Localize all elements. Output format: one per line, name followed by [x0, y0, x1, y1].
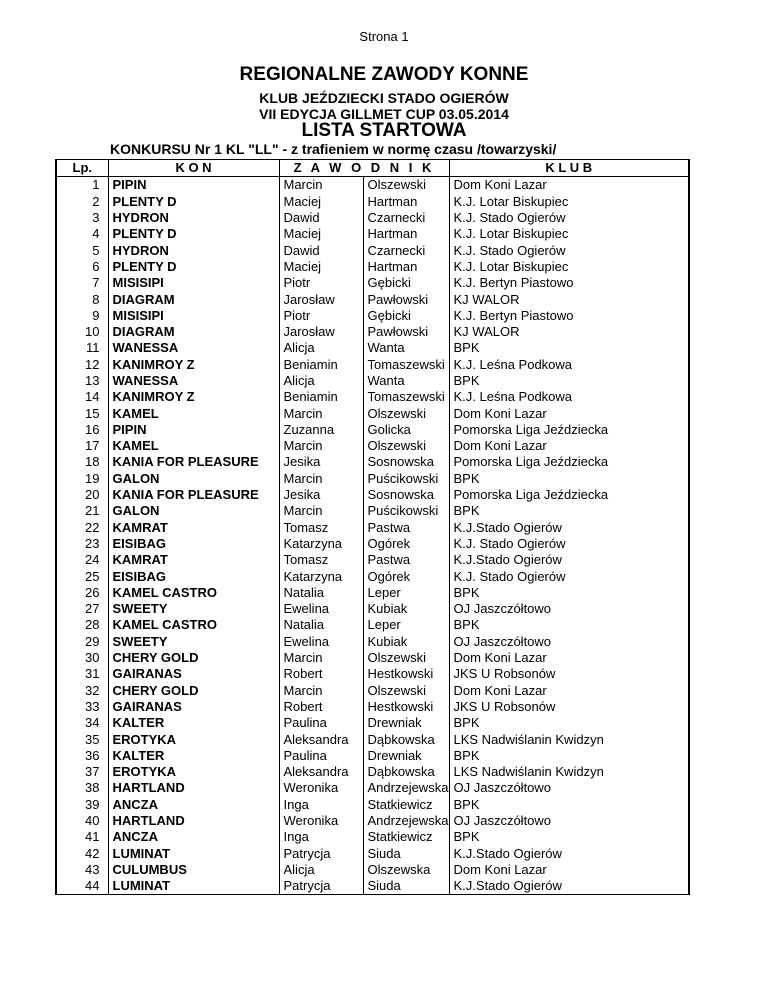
cell-horse: SWEETY [108, 634, 279, 650]
cell-horse: GAIRANAS [108, 699, 279, 715]
cell-lp: 8 [56, 291, 108, 307]
cell-rider-last-name: Hartman [363, 194, 449, 210]
cell-lp: 22 [56, 520, 108, 536]
cell-rider-first-name: Alicja [279, 373, 363, 389]
table-row [56, 438, 689, 454]
cell-club: BPK [449, 340, 689, 356]
cell-rider-first-name: Weronika [279, 780, 363, 796]
cell-rider-last-name: Drewniak [363, 748, 449, 764]
cell-club: K.J. Stado Ogierów [449, 242, 689, 258]
club-name: KLUB JEŹDZIECKI STADO OGIERÓW [259, 90, 509, 106]
cell-club: BPK [449, 471, 689, 487]
cell-horse: LUMINAT [108, 878, 279, 895]
cell-rider-first-name: Katarzyna [279, 568, 363, 584]
cell-rider-first-name: Inga [279, 797, 363, 813]
cell-rider-last-name: Dąbkowska [363, 731, 449, 747]
cell-horse: PLENTY D [108, 194, 279, 210]
cell-lp: 19 [56, 471, 108, 487]
cell-rider-last-name: Drewniak [363, 715, 449, 731]
cell-rider-last-name: Dąbkowska [363, 764, 449, 780]
cell-lp: 3 [56, 210, 108, 226]
col-header-zawodnik: Z A W O D N I K [279, 160, 449, 177]
cell-horse: WANESSA [108, 340, 279, 356]
cell-club: K.J. Stado Ogierów [449, 210, 689, 226]
cell-lp: 35 [56, 731, 108, 747]
cell-lp: 12 [56, 357, 108, 373]
cell-club: BPK [449, 503, 689, 519]
cell-lp: 27 [56, 601, 108, 617]
table-row [56, 797, 689, 813]
cell-rider-first-name: Alicja [279, 340, 363, 356]
cell-rider-last-name: Sosnowska [363, 487, 449, 503]
cell-lp: 20 [56, 487, 108, 503]
col-header-klub: K L U B [449, 160, 689, 177]
cell-club: Dom Koni Lazar [449, 683, 689, 699]
competition-name: KONKURSU Nr 1 KL "LL" - z trafieniem w normę czasu /towarzyski/ [110, 141, 557, 157]
cell-rider-first-name: Aleksandra [279, 764, 363, 780]
cell-lp: 38 [56, 780, 108, 796]
cell-lp: 34 [56, 715, 108, 731]
cell-rider-first-name: Weronika [279, 813, 363, 829]
cell-rider-last-name: Pawłowski [363, 324, 449, 340]
cell-horse: HARTLAND [108, 813, 279, 829]
cell-club: OJ Jaszczółtowo [449, 601, 689, 617]
table-row [56, 536, 689, 552]
table-row [56, 552, 689, 568]
cell-rider-last-name: Andrzejewska [363, 813, 449, 829]
cell-rider-first-name: Beniamin [279, 357, 363, 373]
cell-club: Pomorska Liga Jeździecka [449, 422, 689, 438]
cell-rider-last-name: Czarnecki [363, 242, 449, 258]
cell-club: OJ Jaszczółtowo [449, 780, 689, 796]
cell-club: BPK [449, 617, 689, 633]
table-row [56, 520, 689, 536]
cell-rider-first-name: Maciej [279, 194, 363, 210]
cell-lp: 2 [56, 194, 108, 210]
cell-horse: KAMEL CASTRO [108, 585, 279, 601]
cell-lp: 18 [56, 454, 108, 470]
cell-horse: KAMRAT [108, 552, 279, 568]
table-row [56, 210, 689, 226]
cell-club: K.J. Stado Ogierów [449, 536, 689, 552]
table-row [56, 862, 689, 878]
table-row [56, 503, 689, 519]
cell-lp: 25 [56, 568, 108, 584]
table-row [56, 389, 689, 405]
cell-club: K.J.Stado Ogierów [449, 878, 689, 895]
cell-rider-first-name: Ewelina [279, 601, 363, 617]
cell-horse: DIAGRAM [108, 291, 279, 307]
col-header-lp: Lp. [56, 160, 108, 177]
table-row [56, 177, 689, 194]
cell-horse: ANCZA [108, 797, 279, 813]
table-row [56, 422, 689, 438]
cell-club: K.J.Stado Ogierów [449, 520, 689, 536]
cell-club: BPK [449, 829, 689, 845]
table-row [56, 291, 689, 307]
table-row [56, 650, 689, 666]
table-row [56, 731, 689, 747]
cell-club: K.J. Lotar Biskupiec [449, 194, 689, 210]
cell-horse: PLENTY D [108, 259, 279, 275]
cell-horse: KAMEL CASTRO [108, 617, 279, 633]
cell-horse: LUMINAT [108, 845, 279, 861]
cell-rider-first-name: Tomasz [279, 520, 363, 536]
cell-lp: 40 [56, 813, 108, 829]
cell-club: Pomorska Liga Jeździecka [449, 454, 689, 470]
cell-horse: CHERY GOLD [108, 683, 279, 699]
cell-horse: HARTLAND [108, 780, 279, 796]
cell-rider-last-name: Ogórek [363, 568, 449, 584]
cell-horse: CHERY GOLD [108, 650, 279, 666]
table-row [56, 259, 689, 275]
table-row [56, 813, 689, 829]
cell-horse: CULUMBUS [108, 862, 279, 878]
cell-rider-first-name: Alicja [279, 862, 363, 878]
cell-lp: 32 [56, 683, 108, 699]
cell-club: Dom Koni Lazar [449, 650, 689, 666]
cell-rider-first-name: Inga [279, 829, 363, 845]
table-row [56, 242, 689, 258]
cell-horse: WANESSA [108, 373, 279, 389]
cell-club: Dom Koni Lazar [449, 177, 689, 194]
cell-horse: EROTYKA [108, 764, 279, 780]
table-header-row [56, 160, 689, 177]
cell-rider-first-name: Patrycja [279, 845, 363, 861]
cell-rider-first-name: Piotr [279, 308, 363, 324]
table-row [56, 780, 689, 796]
table-row [56, 340, 689, 356]
cell-horse: KAMEL [108, 405, 279, 421]
cell-horse: KAMRAT [108, 520, 279, 536]
cell-rider-last-name: Tomaszewski [363, 357, 449, 373]
cell-horse: PIPIN [108, 422, 279, 438]
table-row [56, 878, 689, 895]
cell-lp: 41 [56, 829, 108, 845]
cell-club: OJ Jaszczółtowo [449, 813, 689, 829]
cell-rider-last-name: Pastwa [363, 552, 449, 568]
cell-rider-last-name: Hartman [363, 226, 449, 242]
cell-rider-last-name: Olszewski [363, 405, 449, 421]
table-row [56, 829, 689, 845]
cell-lp: 23 [56, 536, 108, 552]
table-row [56, 275, 689, 291]
cell-club: KJ WALOR [449, 324, 689, 340]
cell-rider-first-name: Marcin [279, 405, 363, 421]
table-row [56, 845, 689, 861]
cell-rider-first-name: Marcin [279, 438, 363, 454]
cell-horse: GALON [108, 503, 279, 519]
cell-rider-last-name: Olszewski [363, 683, 449, 699]
cell-club: K.J. Bertyn Piastowo [449, 275, 689, 291]
cell-lp: 28 [56, 617, 108, 633]
table-row [56, 471, 689, 487]
cell-club: LKS Nadwiślanin Kwidzyn [449, 764, 689, 780]
cell-lp: 39 [56, 797, 108, 813]
cell-rider-first-name: Paulina [279, 715, 363, 731]
start-list-title: LISTA STARTOWA [301, 120, 467, 141]
cell-club: K.J. Lotar Biskupiec [449, 226, 689, 242]
cell-club: LKS Nadwiślanin Kwidzyn [449, 731, 689, 747]
cell-rider-first-name: Zuzanna [279, 422, 363, 438]
cell-rider-last-name: Puścikowski [363, 503, 449, 519]
cell-horse: GAIRANAS [108, 666, 279, 682]
cell-club: Pomorska Liga Jeździecka [449, 487, 689, 503]
cell-club: KJ WALOR [449, 291, 689, 307]
table-row [56, 373, 689, 389]
cell-club: BPK [449, 797, 689, 813]
cell-rider-last-name: Puścikowski [363, 471, 449, 487]
cell-club: K.J.Stado Ogierów [449, 845, 689, 861]
cell-rider-last-name: Sosnowska [363, 454, 449, 470]
cell-club: K.J. Stado Ogierów [449, 568, 689, 584]
cell-horse: MISISIPI [108, 275, 279, 291]
cell-horse: PLENTY D [108, 226, 279, 242]
cell-club: BPK [449, 585, 689, 601]
cell-lp: 10 [56, 324, 108, 340]
cell-rider-last-name: Wanta [363, 373, 449, 389]
cell-lp: 11 [56, 340, 108, 356]
cell-horse: EROTYKA [108, 731, 279, 747]
cell-lp: 21 [56, 503, 108, 519]
cell-rider-last-name: Siuda [363, 878, 449, 895]
cell-rider-last-name: Hestkowski [363, 699, 449, 715]
cell-lp: 37 [56, 764, 108, 780]
event-title: REGIONALNE ZAWODY KONNE [239, 64, 529, 85]
cell-lp: 43 [56, 862, 108, 878]
cell-lp: 24 [56, 552, 108, 568]
cell-rider-first-name: Jesika [279, 454, 363, 470]
cell-rider-last-name: Hestkowski [363, 666, 449, 682]
cell-rider-last-name: Pastwa [363, 520, 449, 536]
cell-rider-first-name: Maciej [279, 259, 363, 275]
cell-rider-last-name: Olszewski [363, 438, 449, 454]
table-row [56, 715, 689, 731]
cell-rider-first-name: Marcin [279, 503, 363, 519]
cell-horse: HYDRON [108, 210, 279, 226]
cell-rider-last-name: Statkiewicz [363, 797, 449, 813]
cell-horse: KANIMROY Z [108, 389, 279, 405]
cell-lp: 1 [56, 177, 108, 194]
table-row [56, 568, 689, 584]
cell-rider-last-name: Leper [363, 617, 449, 633]
cell-horse: KALTER [108, 715, 279, 731]
cell-rider-last-name: Siuda [363, 845, 449, 861]
cell-club: Dom Koni Lazar [449, 405, 689, 421]
cell-rider-last-name: Golicka [363, 422, 449, 438]
cell-horse: DIAGRAM [108, 324, 279, 340]
cell-lp: 9 [56, 308, 108, 324]
cell-rider-first-name: Dawid [279, 210, 363, 226]
cell-rider-first-name: Paulina [279, 748, 363, 764]
cell-club: JKS U Robsonów [449, 699, 689, 715]
cell-horse: KALTER [108, 748, 279, 764]
table-row [56, 683, 689, 699]
cell-rider-last-name: Kubiak [363, 634, 449, 650]
table-row [56, 699, 689, 715]
cell-lp: 14 [56, 389, 108, 405]
cell-lp: 17 [56, 438, 108, 454]
cell-club: OJ Jaszczółtowo [449, 634, 689, 650]
cell-lp: 29 [56, 634, 108, 650]
cell-rider-last-name: Andrzejewska [363, 780, 449, 796]
cell-rider-first-name: Natalia [279, 585, 363, 601]
table-row [56, 324, 689, 340]
cell-club: Dom Koni Lazar [449, 438, 689, 454]
edition-line: VII EDYCJA GILLMET CUP 03.05.2014 [259, 106, 509, 122]
cell-lp: 42 [56, 845, 108, 861]
cell-rider-last-name: Ogórek [363, 536, 449, 552]
cell-rider-last-name: Hartman [363, 259, 449, 275]
cell-horse: PIPIN [108, 177, 279, 194]
cell-horse: KANIA FOR PLEASURE [108, 454, 279, 470]
cell-horse: EISIBAG [108, 536, 279, 552]
cell-lp: 5 [56, 242, 108, 258]
cell-lp: 6 [56, 259, 108, 275]
cell-club: BPK [449, 748, 689, 764]
cell-horse: HYDRON [108, 242, 279, 258]
cell-horse: ANCZA [108, 829, 279, 845]
cell-horse: KAMEL [108, 438, 279, 454]
cell-lp: 44 [56, 878, 108, 895]
cell-rider-first-name: Marcin [279, 471, 363, 487]
table-row [56, 357, 689, 373]
table-row [56, 666, 689, 682]
cell-club: JKS U Robsonów [449, 666, 689, 682]
cell-rider-last-name: Wanta [363, 340, 449, 356]
cell-rider-first-name: Robert [279, 699, 363, 715]
cell-rider-last-name: Leper [363, 585, 449, 601]
cell-club: Dom Koni Lazar [449, 862, 689, 878]
cell-club: K.J. Lotar Biskupiec [449, 259, 689, 275]
table-row [56, 487, 689, 503]
cell-rider-first-name: Natalia [279, 617, 363, 633]
table-row [56, 194, 689, 210]
cell-rider-last-name: Czarnecki [363, 210, 449, 226]
cell-horse: KANIA FOR PLEASURE [108, 487, 279, 503]
table-row [56, 308, 689, 324]
cell-rider-first-name: Maciej [279, 226, 363, 242]
cell-rider-first-name: Dawid [279, 242, 363, 258]
table-row [56, 748, 689, 764]
cell-club: BPK [449, 715, 689, 731]
cell-club: K.J. Leśna Podkowa [449, 389, 689, 405]
cell-lp: 26 [56, 585, 108, 601]
start-list-table [55, 159, 690, 895]
table-row [56, 454, 689, 470]
cell-rider-last-name: Olszewski [363, 177, 449, 194]
table-row [56, 405, 689, 421]
cell-lp: 33 [56, 699, 108, 715]
cell-lp: 30 [56, 650, 108, 666]
cell-rider-last-name: Tomaszewski [363, 389, 449, 405]
cell-rider-first-name: Jarosław [279, 324, 363, 340]
cell-rider-first-name: Marcin [279, 650, 363, 666]
page-number: Strona 1 [359, 29, 409, 44]
cell-lp: 15 [56, 405, 108, 421]
cell-lp: 31 [56, 666, 108, 682]
cell-rider-last-name: Gębicki [363, 308, 449, 324]
cell-rider-first-name: Piotr [279, 275, 363, 291]
cell-rider-first-name: Patrycja [279, 878, 363, 895]
cell-rider-last-name: Gębicki [363, 275, 449, 291]
cell-rider-first-name: Katarzyna [279, 536, 363, 552]
cell-rider-last-name: Kubiak [363, 601, 449, 617]
col-header-kon: K O N [108, 160, 279, 177]
cell-lp: 4 [56, 226, 108, 242]
table-row [56, 601, 689, 617]
cell-horse: KANIMROY Z [108, 357, 279, 373]
cell-lp: 36 [56, 748, 108, 764]
table-row [56, 634, 689, 650]
cell-club: K.J. Leśna Podkowa [449, 357, 689, 373]
cell-rider-last-name: Olszewska [363, 862, 449, 878]
cell-lp: 16 [56, 422, 108, 438]
table-row [56, 764, 689, 780]
cell-rider-first-name: Robert [279, 666, 363, 682]
table-row [56, 226, 689, 242]
cell-rider-last-name: Pawłowski [363, 291, 449, 307]
cell-club: BPK [449, 373, 689, 389]
cell-rider-last-name: Olszewski [363, 650, 449, 666]
cell-rider-first-name: Marcin [279, 683, 363, 699]
cell-horse: SWEETY [108, 601, 279, 617]
table-row [56, 585, 689, 601]
cell-rider-first-name: Marcin [279, 177, 363, 194]
cell-rider-first-name: Aleksandra [279, 731, 363, 747]
cell-club: K.J.Stado Ogierów [449, 552, 689, 568]
cell-rider-first-name: Tomasz [279, 552, 363, 568]
cell-rider-first-name: Jarosław [279, 291, 363, 307]
cell-rider-first-name: Beniamin [279, 389, 363, 405]
cell-rider-first-name: Ewelina [279, 634, 363, 650]
cell-lp: 13 [56, 373, 108, 389]
cell-horse: MISISIPI [108, 308, 279, 324]
table-row [56, 617, 689, 633]
cell-lp: 7 [56, 275, 108, 291]
cell-horse: GALON [108, 471, 279, 487]
cell-rider-last-name: Statkiewicz [363, 829, 449, 845]
cell-horse: EISIBAG [108, 568, 279, 584]
cell-rider-first-name: Jesika [279, 487, 363, 503]
cell-club: K.J. Bertyn Piastowo [449, 308, 689, 324]
